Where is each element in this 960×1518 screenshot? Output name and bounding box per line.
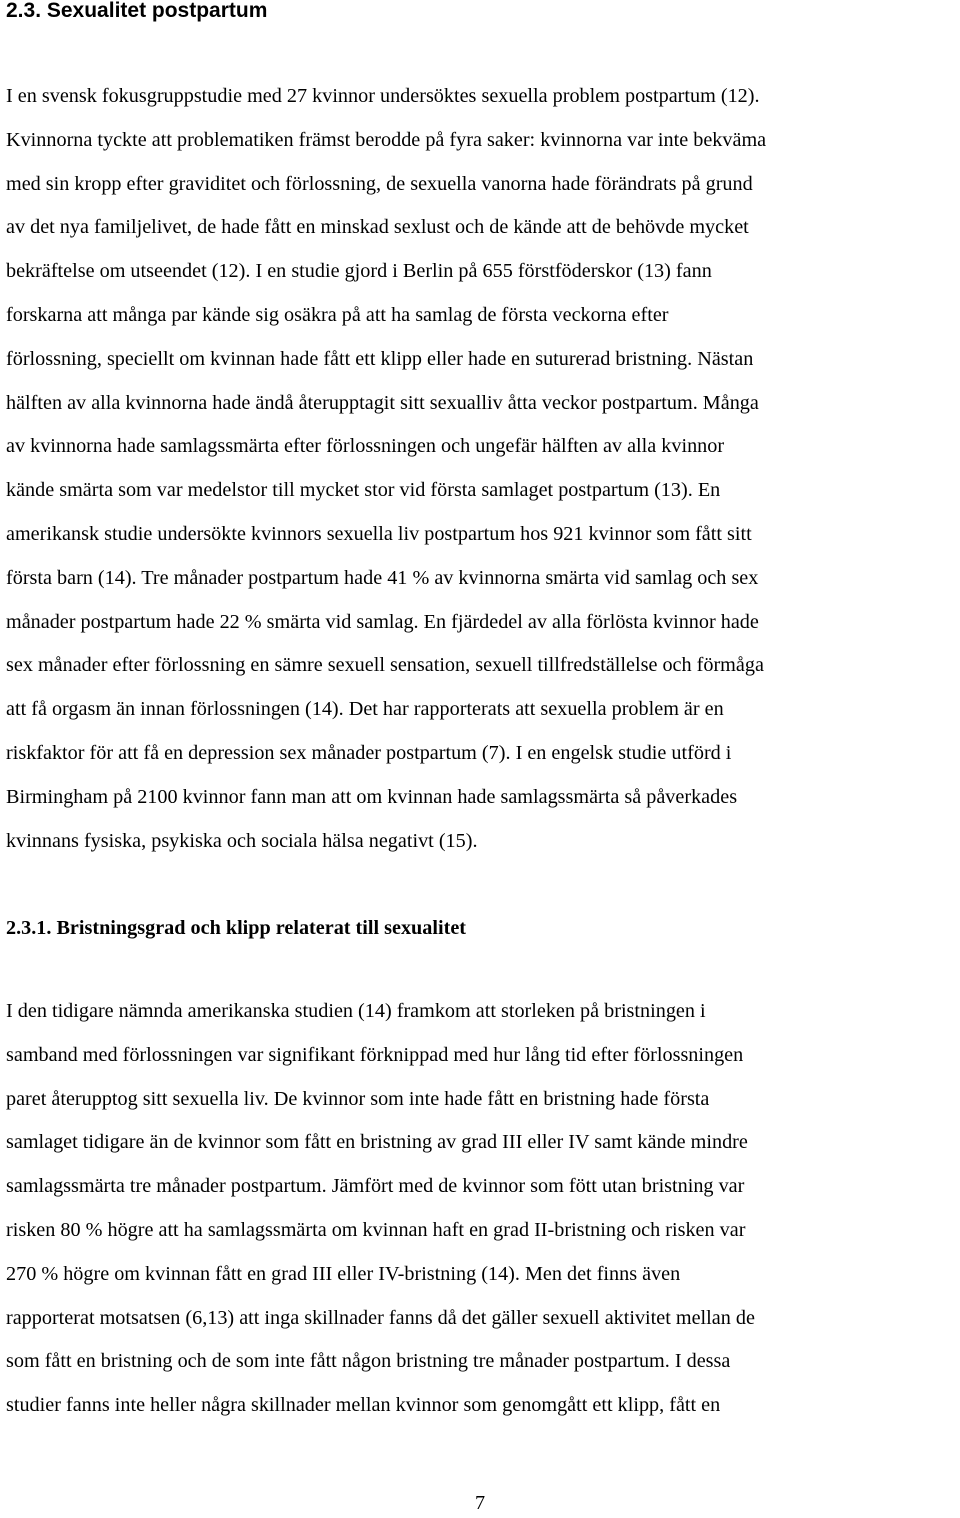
text-line: forskarna att många par kände sig osäkra på att ha samlag de första veckorna efter xyxy=(6,303,669,326)
text-line: att få orgasm än innan förlossningen (14). Det har rapporterats att sexuella problem är en xyxy=(6,698,724,721)
text-line: samband med förlossningen var signifikant förknippad med hur lång tid efter förlossningen xyxy=(6,1043,744,1066)
text-line: samlagssmärta tre månader postpartum. Jämfört med de kvinnor som fött utan bristning var xyxy=(6,1175,745,1198)
text-line: Kvinnorna tyckte att problematiken främst berodde på fyra saker: kvinnorna var inte bekväma xyxy=(6,128,767,151)
subsection-heading: 2.3.1. Bristningsgrad och klipp relaterat till sexualitet xyxy=(6,917,467,939)
text-line: I en svensk fokusgruppstudie med 27 kvinnor undersöktes sexuella problem postpartum (12). xyxy=(6,85,760,107)
text-line: sex månader efter förlossning en sämre sexuell sensation, sexuell tillfredställelse och förmåga xyxy=(6,654,764,677)
text-line: I den tidigare nämnda amerikanska studien (14) framkom att storleken på bristningen i xyxy=(6,1000,706,1022)
text-line: studier fanns inte heller några skillnader mellan kvinnor som genomgått ett klipp, fått en xyxy=(6,1394,721,1417)
section-paragraph xyxy=(6,75,766,863)
text-line: hälften av alla kvinnorna hade ändå återupptagit sitt sexualliv åtta veckor postpartum. Många xyxy=(6,391,759,414)
text-line: av det nya familjelivet, de hade fått en minskad sexlust och de kände att de behövde mycket xyxy=(6,216,749,239)
text-line: av kvinnorna hade samlagssmärta efter förlossningen och ungefär hälften av alla kvinnor xyxy=(6,435,725,458)
text-line: som fått en bristning och de som inte fått någon bristning tre månader postpartum. I dessa xyxy=(6,1350,731,1373)
subsection-paragraph xyxy=(6,990,755,1428)
text-line: 270 % högre om kvinnan fått en grad III eller IV-bristning (14). Men det finns även xyxy=(6,1262,681,1285)
text-line: med sin kropp efter graviditet och förlossning, de sexuella vanorna hade förändrats på grund xyxy=(6,172,753,195)
text-line: kvinnans fysiska, psykiska och sociala hälsa negativt (15). xyxy=(6,829,478,852)
text-line: första barn (14). Tre månader postpartum hade 41 % av kvinnorna smärta vid samlag och sex xyxy=(6,566,759,589)
text-line: Birmingham på 2100 kvinnor fann man att om kvinnan hade samlagssmärta så påverkades xyxy=(6,785,738,808)
text-line: amerikansk studie undersökte kvinnors sexuella liv postpartum hos 921 kvinnor som fått sitt xyxy=(6,522,752,545)
text-line: kände smärta som var medelstor till mycket stor vid första samlaget postpartum (13). En xyxy=(6,479,721,502)
text-line: paret återupptog sitt sexuella liv. De kvinnor som inte hade fått en bristning hade första xyxy=(6,1087,710,1110)
text-line: bekräftelse om utseendet (12). I en studie gjord i Berlin på 655 förstföderskor (13) fann xyxy=(6,260,712,283)
text-line: risken 80 % högre att ha samlagssmärta om kvinnan haft en grad II-bristning och risken var xyxy=(6,1218,746,1241)
text-line: förlossning, speciellt om kvinnan hade fått ett klipp eller hade en suturerad bristning. Nästan xyxy=(6,347,754,370)
text-line: rapporterat motsatsen (6,13) att inga skillnader fanns då det gäller sexuell aktivitet mellan de xyxy=(6,1306,755,1329)
text-line: månader postpartum hade 22 % smärta vid samlag. En fjärdedel av alla förlösta kvinnor hade xyxy=(6,610,759,633)
text-line: riskfaktor för att få en depression sex månader postpartum (7). I en engelsk studie utförd i xyxy=(6,741,732,764)
text-line: samlaget tidigare än de kvinnor som fått en bristning av grad III eller IV samt kände mindre xyxy=(6,1131,748,1154)
page-number: 7 xyxy=(474,1492,486,1514)
section-heading: 2.3. Sexualitet postpartum xyxy=(6,0,268,22)
